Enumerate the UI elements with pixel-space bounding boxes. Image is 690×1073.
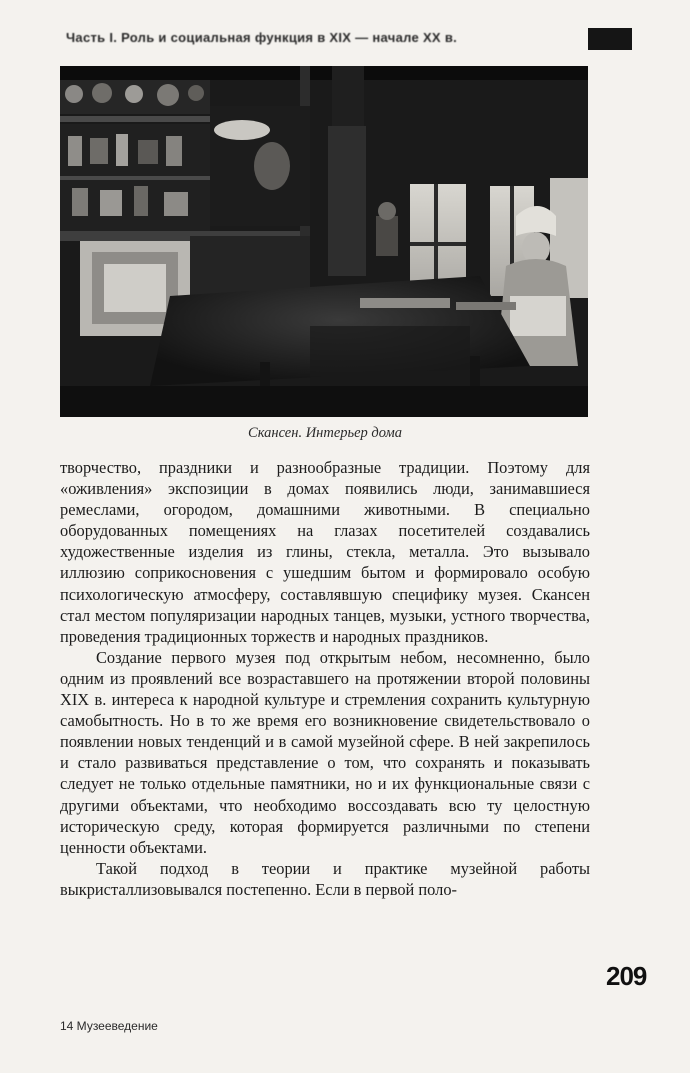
printer-signature: 14 Музееведение xyxy=(60,1019,158,1033)
figure-caption: Скансен. Интерьер дома xyxy=(248,425,402,441)
paragraph: творчество, праздники и разнообразные традиции. Поэтому для «оживления» экспозиции в домах появились люди, занимавшиеся ремеслами, огородом, домашними животными. В специально оборудованных помещениях на глазах посетителей создавались художественные изделия из глины, стекла, металла. Это вызывало иллюзию соприкосновения с ушедшим бытом и формировало особую психологическую атмосферу, составлявшую специфику музея. Скансен стал местом популяризации народных танцев, музыки, устного творчества, проведения традиционных торжеств и народных праздников. xyxy=(60,458,590,646)
body-text xyxy=(60,457,590,900)
paragraph: Такой подход в теории и практике музейной работы выкристаллизовывался постепенно. Если в первой поло- xyxy=(60,858,590,899)
page-number: 209 xyxy=(606,961,647,991)
running-head-marker xyxy=(588,28,632,50)
running-head: Часть I. Роль и социальная функция в XIX — начале XX в. xyxy=(66,30,458,45)
paragraph: Создание первого музея под открытым небом, несомненно, было одним из проявлений все возраставшего на протяжении второй половины XIX в. интереса к народной культуре и стремления сохранить культурную самобытность. Но в то же время его возникновение свидетельствовало о появлении новых тенденций и в самой музейной сфере. В ней закрепилось и стало развиваться представление о том, что сохранять и показывать следует не только отдельные памятники, но и их функциональные связи с другими объектами, что необходимо воссоздавать всю ту целостную историческую среду, которая формируется различными по степени ценности объектами. xyxy=(60,647,590,857)
interior-photo xyxy=(60,66,588,417)
